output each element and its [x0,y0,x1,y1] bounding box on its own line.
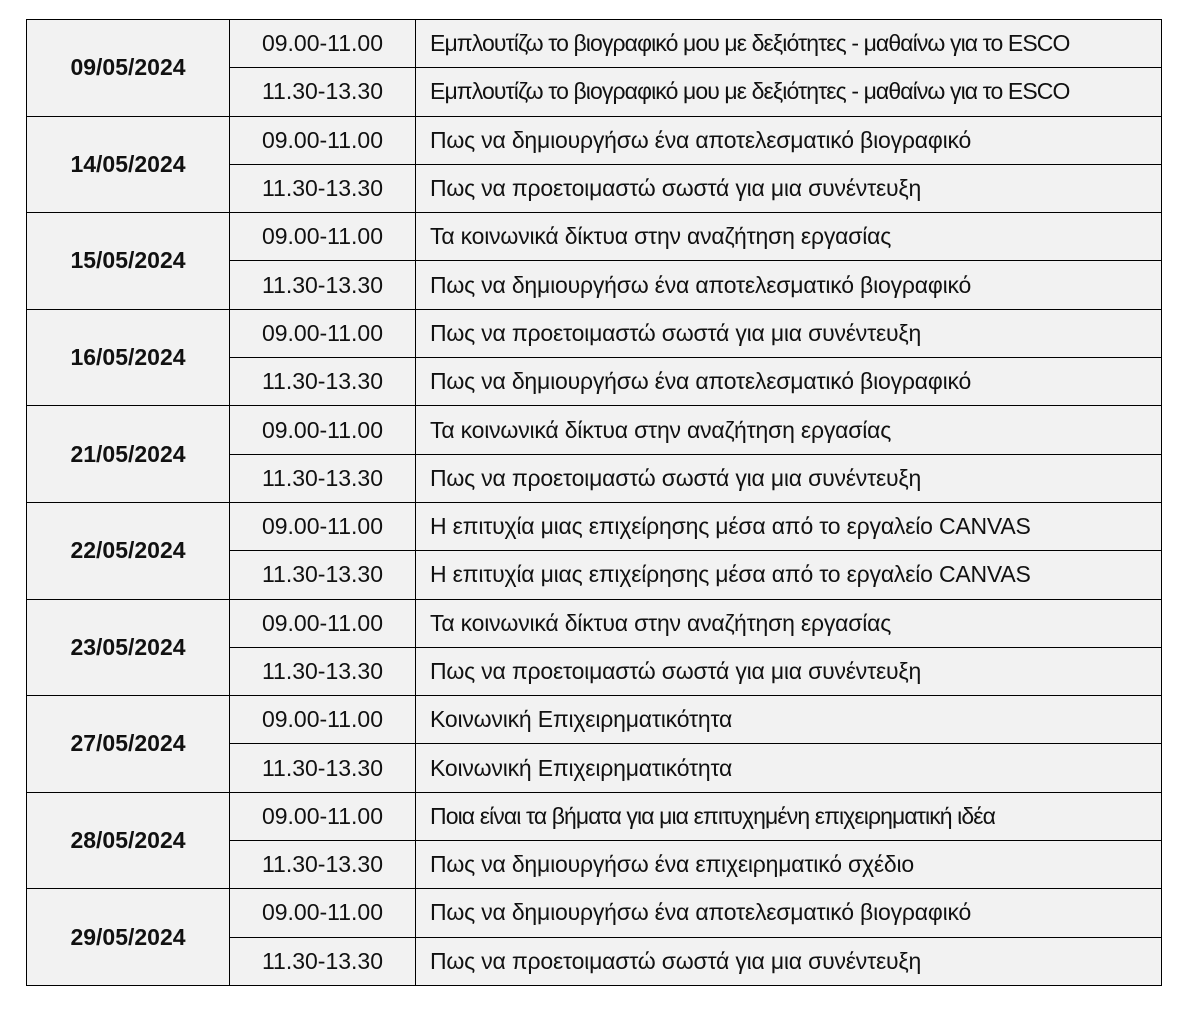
session-time: 09.00-11.00 [230,792,416,840]
session-topic: Πως να δημιουργήσω ένα επιχειρηματικό σχέδιο [416,841,1162,889]
session-time: 11.30-13.30 [230,164,416,212]
session-time: 09.00-11.00 [230,696,416,744]
session-date: 22/05/2024 [27,502,230,599]
session-topic: Πως να προετοιμαστώ σωστά για μια συνέντευξη [416,937,1162,985]
session-topic: Τα κοινωνικά δίκτυα στην αναζήτηση εργασίας [416,406,1162,454]
schedule-row [27,696,1162,744]
session-date: 15/05/2024 [27,213,230,310]
schedule-row [27,213,1162,261]
session-time: 11.30-13.30 [230,68,416,116]
session-time: 11.30-13.30 [230,454,416,502]
session-time: 09.00-11.00 [230,116,416,164]
session-date: 23/05/2024 [27,599,230,696]
session-topic: Πως να δημιουργήσω ένα αποτελεσματικό βιογραφικό [416,358,1162,406]
session-topic: Πως να προετοιμαστώ σωστά για μια συνέντευξη [416,454,1162,502]
session-topic: Πως να προετοιμαστώ σωστά για μια συνέντευξη [416,647,1162,695]
session-time: 09.00-11.00 [230,20,416,68]
session-time: 11.30-13.30 [230,937,416,985]
session-topic: Τα κοινωνικά δίκτυα στην αναζήτηση εργασίας [416,599,1162,647]
session-time: 09.00-11.00 [230,889,416,937]
session-time: 11.30-13.30 [230,841,416,889]
session-topic: Εμπλουτίζω το βιογραφικό μου με δεξιότητες - μαθαίνω για το ESCO [416,68,1162,116]
session-time: 09.00-11.00 [230,213,416,261]
session-topic: Πως να δημιουργήσω ένα αποτελεσματικό βιογραφικό [416,261,1162,309]
session-topic: Ποια είναι τα βήματα για μια επιτυχημένη επιχειρηματική ιδέα [416,792,1162,840]
schedule-row [27,599,1162,647]
schedule-row [27,406,1162,454]
session-date: 28/05/2024 [27,792,230,889]
session-date: 16/05/2024 [27,309,230,406]
session-topic: Πως να δημιουργήσω ένα αποτελεσματικό βιογραφικό [416,116,1162,164]
session-time: 11.30-13.30 [230,647,416,695]
session-time: 11.30-13.30 [230,358,416,406]
session-date: 09/05/2024 [27,20,230,117]
session-time: 11.30-13.30 [230,744,416,792]
session-topic: Η επιτυχία μιας επιχείρησης μέσα από το εργαλείο CANVAS [416,502,1162,550]
session-topic: Κοινωνική Επιχειρηματικότητα [416,744,1162,792]
schedule-row [27,20,1162,68]
session-topic: Πως να προετοιμαστώ σωστά για μια συνέντευξη [416,164,1162,212]
session-topic: Πως να προετοιμαστώ σωστά για μια συνέντευξη [416,309,1162,357]
session-topic: Η επιτυχία μιας επιχείρησης μέσα από το εργαλείο CANVAS [416,551,1162,599]
session-time: 09.00-11.00 [230,599,416,647]
schedule-row [27,889,1162,937]
session-topic: Τα κοινωνικά δίκτυα στην αναζήτηση εργασίας [416,213,1162,261]
session-time: 09.00-11.00 [230,309,416,357]
schedule-row [27,502,1162,550]
session-time: 11.30-13.30 [230,261,416,309]
session-date: 14/05/2024 [27,116,230,213]
session-topic: Εμπλουτίζω το βιογραφικό μου με δεξιότητες - μαθαίνω για το ESCO [416,20,1162,68]
session-topic: Πως να δημιουργήσω ένα αποτελεσματικό βιογραφικό [416,889,1162,937]
session-time: 09.00-11.00 [230,502,416,550]
session-topic: Κοινωνική Επιχειρηματικότητα [416,696,1162,744]
schedule-row [27,309,1162,357]
schedule-row [27,792,1162,840]
schedule-row [27,116,1162,164]
session-date: 27/05/2024 [27,696,230,793]
session-time: 11.30-13.30 [230,551,416,599]
session-date: 29/05/2024 [27,889,230,986]
schedule-table [26,19,1162,986]
session-date: 21/05/2024 [27,406,230,503]
session-time: 09.00-11.00 [230,406,416,454]
